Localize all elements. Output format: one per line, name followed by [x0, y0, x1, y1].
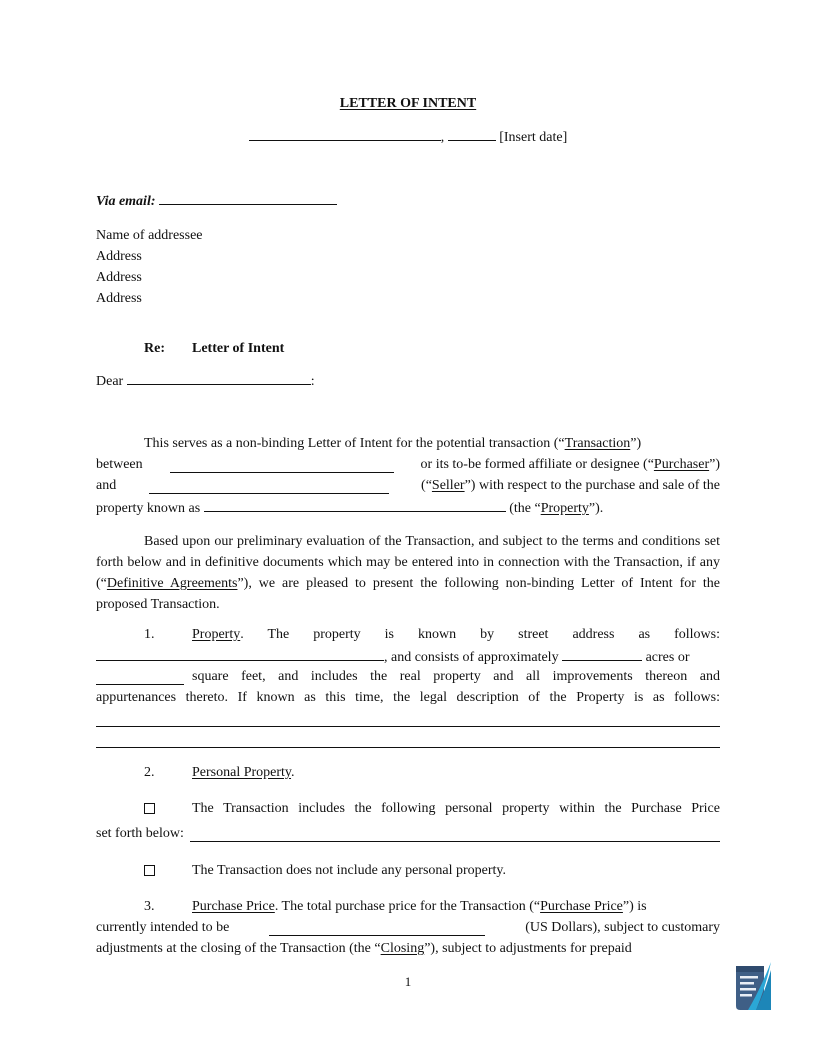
s2-option2: The Transaction does not include any personal property.	[192, 863, 507, 878]
s1-line4: appurtenances thereto. If known as this time, the legal description of the Property is as follows:	[96, 690, 720, 705]
purchaser-term: Purchaser	[653, 457, 710, 472]
property-blank[interactable]	[204, 499, 506, 512]
price-blank[interactable]	[269, 923, 485, 936]
party-blank[interactable]	[170, 460, 394, 473]
purchase-price-term: Purchase Price	[540, 899, 623, 914]
no-personal-property-checkbox[interactable]	[144, 865, 155, 876]
paragraph-2: Based upon our preliminary evaluation of the Transaction, and subject to the terms and conditions set forth below and in definitive documents which may be entered into in connection with the Transaction, if any (“Definitive Agreements”), we are pleased to present the following non-binding Letter of Intent for the proposed Transaction.	[96, 534, 720, 612]
date-line: , [Insert date]	[96, 128, 720, 146]
s1-number: 1.	[144, 627, 155, 642]
document-logo-icon	[734, 960, 772, 1012]
property-term: Property	[540, 501, 589, 516]
s1-line3: square feet, and includes the real property and all improvements thereon and	[96, 669, 720, 685]
p1-line3: and (“Seller”) with respect to the purchase and sale of the	[96, 478, 720, 493]
property-heading: Property	[192, 627, 241, 642]
dear-label: Dear	[96, 374, 124, 389]
re-label: Re:	[144, 341, 165, 356]
address-line: Address	[96, 249, 142, 264]
addressee-name: Name of addressee	[96, 228, 203, 243]
transaction-term: Transaction	[564, 436, 631, 451]
document-title: LETTER OF INTENT	[339, 96, 477, 111]
closing-term: Closing	[380, 941, 425, 956]
insert-date-label: [Insert date]	[499, 130, 568, 145]
via-email-label: Via email:	[96, 194, 156, 209]
s3-line1: Purchase Price. The total purchase price for the Transaction (“Purchase Price”) is	[192, 899, 647, 914]
definitive-agreements-term: Definitive Agreements	[106, 576, 238, 591]
p1-line1: This serves as a non-binding Letter of Intent for the potential transaction (“Transaction”)	[144, 436, 642, 451]
legal-description-line-2[interactable]	[96, 747, 720, 748]
legal-description-line-1[interactable]	[96, 726, 720, 727]
square-feet-blank[interactable]	[96, 672, 184, 685]
s2-option1-line1: The Transaction includes the following personal property within the Purchase Price	[192, 801, 720, 816]
re-subject: Letter of Intent	[192, 341, 285, 356]
personal-property-blank[interactable]	[190, 829, 720, 842]
dear-blank[interactable]	[127, 372, 311, 385]
s3-line2: currently intended to be (US Dollars), subject to customary	[96, 920, 720, 935]
address-line: Address	[96, 291, 142, 306]
place-blank[interactable]	[249, 128, 441, 141]
s2-heading-line: Personal Property.	[192, 765, 295, 780]
s2-number: 2.	[144, 765, 155, 780]
address-line: Address	[96, 270, 142, 285]
date-blank[interactable]	[448, 128, 496, 141]
s2-option1-line2: set forth below:	[96, 826, 720, 842]
p1-line4: property known as (the “Property”).	[96, 501, 604, 516]
via-email-line	[96, 192, 337, 210]
s1-line1: Property . The property is known by street address as follows:	[192, 627, 720, 642]
p1-line2: between or its to-be formed affiliate or designee (“Purchaser”)	[96, 457, 720, 472]
s3-number: 3.	[144, 899, 155, 914]
salutation-line: Dear :	[96, 374, 315, 389]
street-address-blank[interactable]	[96, 648, 384, 661]
seller-term: Seller	[431, 478, 465, 493]
acres-blank[interactable]	[562, 648, 642, 661]
addressee-block	[96, 225, 203, 309]
personal-property-heading: Personal Property	[192, 765, 292, 780]
seller-blank[interactable]	[149, 481, 389, 494]
purchase-price-heading: Purchase Price	[192, 899, 275, 914]
page-number: 1	[404, 974, 412, 989]
includes-personal-property-checkbox[interactable]	[144, 803, 155, 814]
s1-line2: , and consists of approximately acres or	[96, 648, 690, 666]
email-blank[interactable]	[159, 192, 337, 205]
s3-line3: adjustments at the closing of the Transaction (the “Closing”), subject to adjustments for prepaid	[96, 941, 632, 956]
